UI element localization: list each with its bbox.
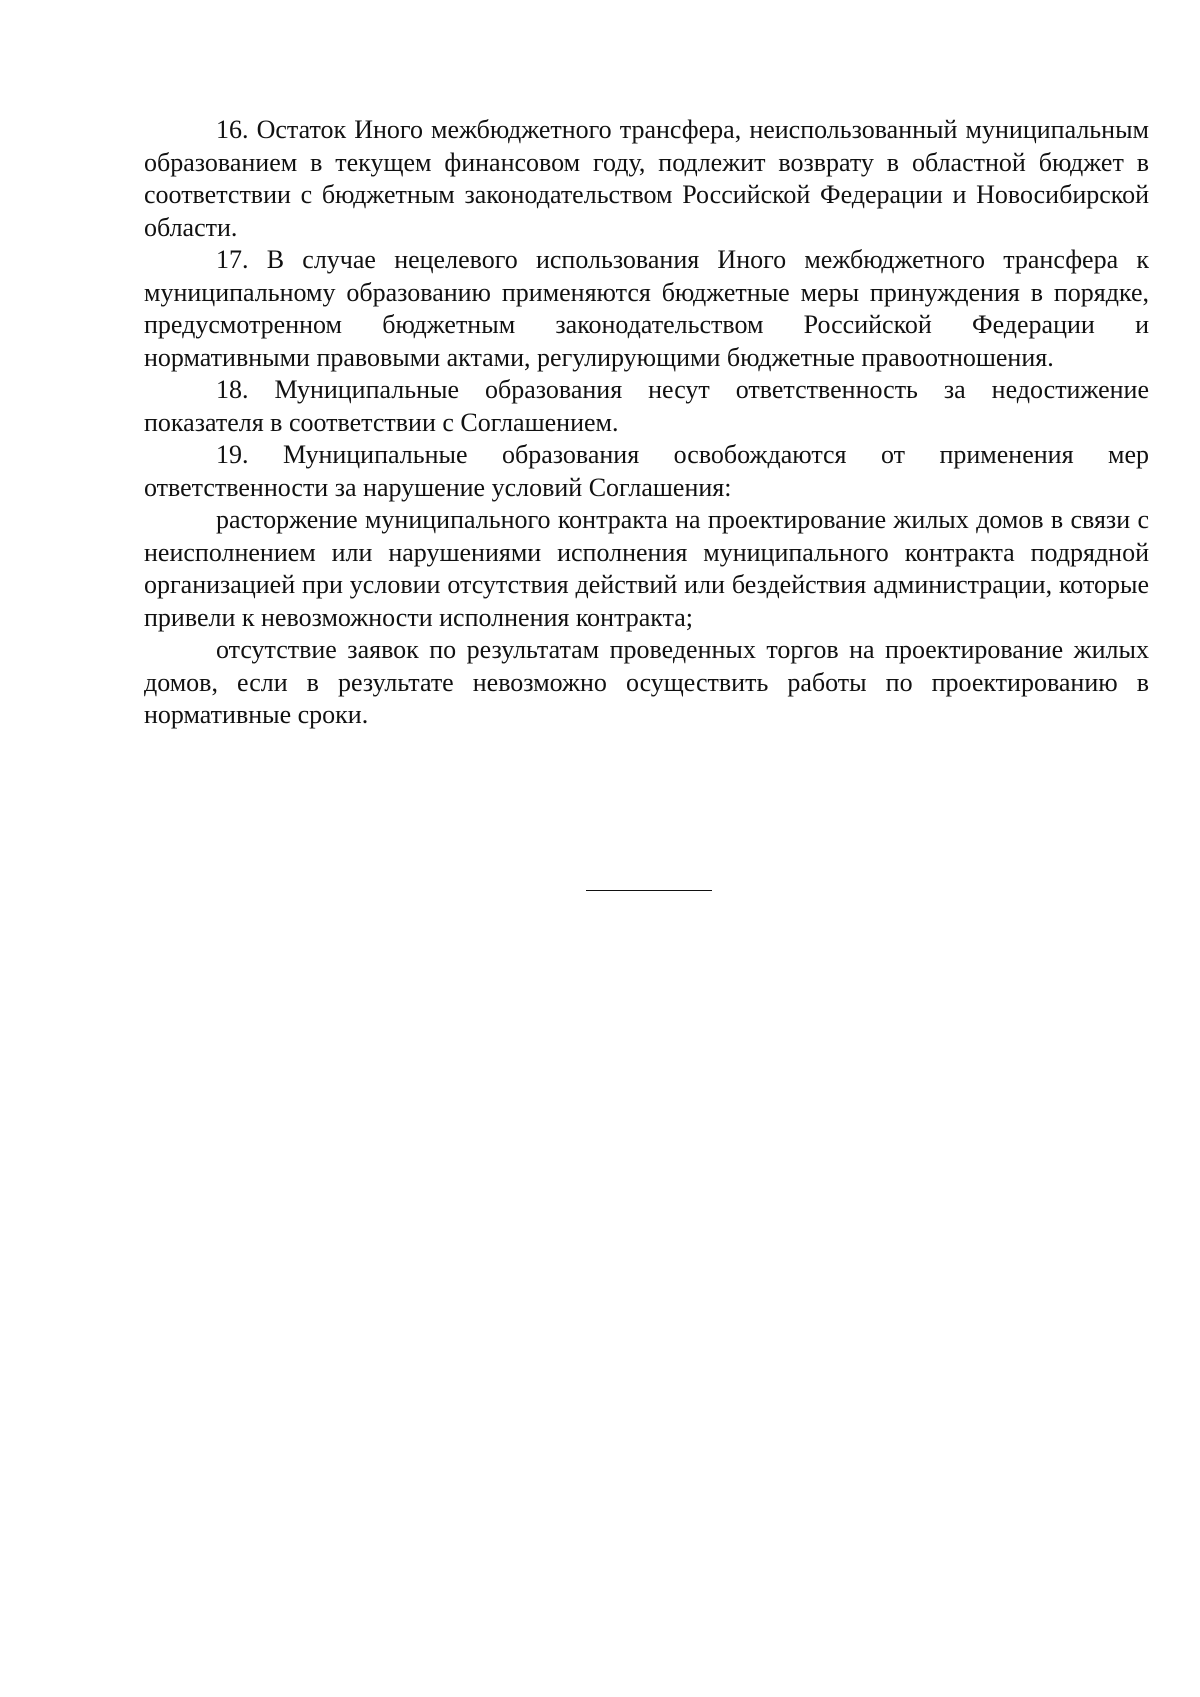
paragraph-19-item-contract-termination: расторжение муниципального контракта на проектирование жилых домов в связи с неисполнением или нарушениями исполнения муниципального контракта подрядной организацией при условии отсутствия действий или бездействия администрации, которые привели к невозможности исполнения контракта;	[144, 505, 1149, 632]
end-of-document-rule	[586, 890, 712, 891]
paragraph-16: 16. Остаток Иного межбюджетного трансфера, неиспользованный муниципальным образованием в текущем финансовом году, подлежит возврату в областной бюджет в соответствии с бюджетным законодательством Российской Федерации и Новосибирской области.	[144, 115, 1149, 242]
paragraph-19-item-no-bids: отсутствие заявок по результатам проведенных торгов на проектирование жилых домов, если в результате невозможно осуществить работы по проектированию в нормативные сроки.	[144, 635, 1149, 729]
paragraph-18: 18. Муниципальные образования несут ответственность за недостижение показателя в соответствии с Соглашением.	[144, 375, 1149, 437]
paragraph-19: 19. Муниципальные образования освобождаются от применения мер ответственности за нарушение условий Соглашения:	[144, 440, 1149, 502]
document-body	[144, 114, 1149, 732]
paragraph-17: 17. В случае нецелевого использования Иного межбюджетного трансфера к муниципальному образованию применяются бюджетные меры принуждения в порядке, предусмотренном бюджетным законодательством Российской Федерации и нормативными правовыми актами, регулирующими бюджетные правоотношения.	[144, 245, 1149, 372]
